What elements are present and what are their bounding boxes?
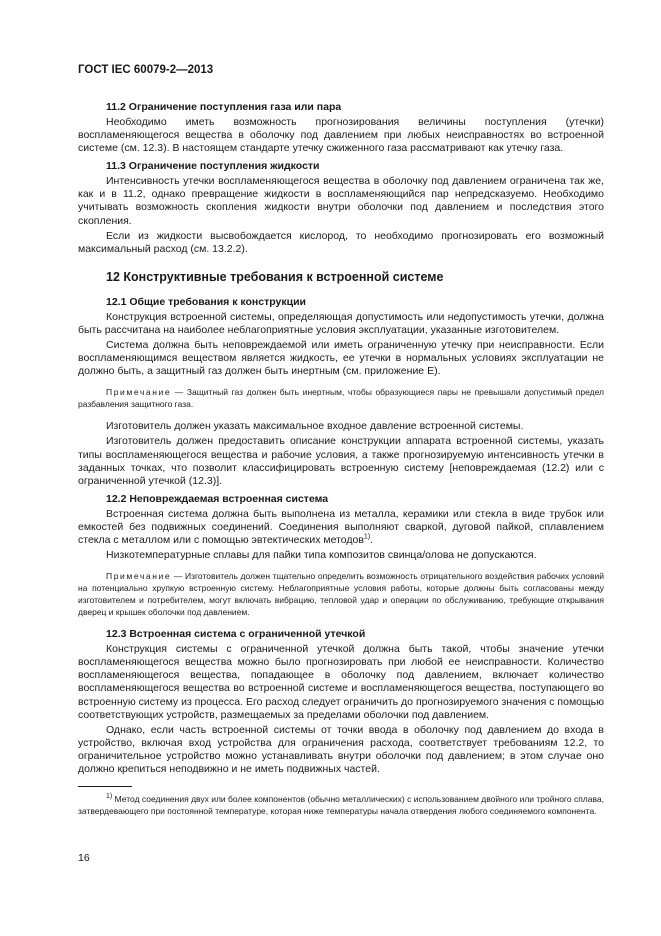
note-text: — Изготовитель должен тщательно определить возможность отрицательного воздействия рабочих условий на потенциально хрупкую встроенную систему. Неблагоприятные условия работы, которые должны быть согласованы между изготовителем и потребителем, могут включать вибрацию, тепловой удар и операции по обслуживанию, требующие открывания дверец и крышек оболочки под давлением. xyxy=(78,571,604,618)
section-12-1-note xyxy=(78,386,604,410)
footnote-marker: 1) xyxy=(106,793,113,801)
section-12-2-paragraph-2: Низкотемпературные сплавы для пайки типа композитов свинца/олова не допускаются. xyxy=(106,549,537,562)
section-12-1-paragraph-3: Изготовитель должен указать максимальное входное давление встроенной системы. xyxy=(106,420,524,433)
section-11-3-title: 11.3 Ограничение поступления жидкости xyxy=(106,160,320,173)
section-12-title: 12 Конструктивные требования к встроенной системе xyxy=(106,269,444,284)
section-12-1-title: 12.1 Общие требования к конструкции xyxy=(106,295,306,308)
note-label: Примечание xyxy=(106,387,172,398)
section-12-3-title: 12.3 Встроенная система с ограниченной утечкой xyxy=(106,628,366,641)
section-11-3-paragraph-1: Интенсивность утечки воспламеняющегося вещества в оболочку под давлением ограничена так же, как и в 11.2, однако превращение жидкости в воспламеняющийся пар непредсказуемо. Необходимо учитывать возможность скопления жидкости внутри оболочки под давлением и последствия этого скопления. xyxy=(78,175,604,227)
page-content xyxy=(78,96,604,826)
page-number: 16 xyxy=(78,852,90,864)
paragraph-text: Встроенная система должна быть выполнена из металла, керамики или стекла в виде трубок или емкостей без подвижных соединений. Соединения выполняют сваркой, дуговой пайкой, сплавлением стекла с металлом или с помощью эвтектических методов xyxy=(78,507,604,546)
footnote-text: Метод соединения двух или более компонентов (обычно металлических) с использованием двойного или тройного сплава, затвердевающего при постоянной температуре, которая ниже температуры начала отвердения любого соединяемого компонента. xyxy=(78,794,604,817)
note-label: Примечание xyxy=(106,571,172,582)
section-12-2-paragraph-1 xyxy=(78,508,604,547)
footnote-divider xyxy=(78,786,132,787)
paragraph-end: . xyxy=(370,533,374,546)
section-12-3-paragraph-2: Однако, если часть встроенной системы от точки ввода в оболочку под давлением до входа в устройство, включая вход устройства для ограничения расхода, соответствует требованиям 12.2, то ограничительное устройство можно устанавливать внутри оболочки под давлением; в этом случае оно должно крепиться неподвижно и не иметь подвижных частей. xyxy=(78,723,604,775)
note-text: — Защитный газ должен быть инертным, чтобы образующиеся пары не превышали допустимый предел разбавления защитного газа. xyxy=(78,387,604,410)
section-11-2-title: 11.2 Ограничение поступления газа или пара xyxy=(106,101,342,113)
section-12-2-note xyxy=(78,570,604,618)
section-12-1-paragraph-1: Конструкция встроенной системы, определяющая допустимость или недопустимость утечки, должна быть рассчитана на наиболее неблагоприятные условия эксплуатации, указанные изготовителем. xyxy=(78,310,604,336)
footnote xyxy=(78,793,604,817)
section-12-1-paragraph-2: Система должна быть неповреждаемой или иметь ограниченную утечку при неисправности. Если воспламеняющимся веществом является жидкость, ее утечки в нормальных условиях эксплуатации не должно быть, а защитный газ должен быть инертным (см. приложение Е). xyxy=(78,339,604,378)
footnote-reference[interactable]: 1) xyxy=(363,533,371,541)
section-12-2-title: 12.2 Неповреждаемая встроенная система xyxy=(106,492,329,505)
section-11-3-paragraph-2: Если из жидкости высвобождается кислород, то необходимо прогнозировать его возможный максимальный расход (см. 13.2.2). xyxy=(78,229,604,255)
document-header: ГОСТ IEC 60079-2—2013 xyxy=(78,64,214,76)
section-12-1-paragraph-4: Изготовитель должен предоставить описание конструкции аппарата встроенной системы, указать типы воспламеняющегося вещества и рабочие условия, а также прогнозируемую интенсивность утечки в заданных точках, что позволит классифицировать встроенную систему [неповреждаемая (12.2) или с ограниченной утечкой (12.3)]. xyxy=(78,435,604,487)
section-11-2-paragraph-1: Необходимо иметь возможность прогнозирования величины поступления (утечки) воспламеняющегося вещества в оболочку под давлением при любых неисправностях во встроенной системе (см. 12.3). В настоящем стандарте утечку сжиженного газа рассматривают как утечку газа. xyxy=(78,116,604,155)
section-12-3-paragraph-1: Конструкция системы с ограниченной утечкой должна быть такой, чтобы значение утечки воспламеняющегося вещества можно было прогнозировать при любой ее неисправности. Количество воспламеняющегося вещества, попадающее в оболочку под давлением, включает количество воспламеняющегося вещества во встроенной системе и воспламеняющегося вещества, поступающего во встроенную систему из процесса. Его расход следует ограничить до прогнозируемого значения с помощью соответствующих устройств, размещаемых за пределами оболочки под давлением. xyxy=(78,643,604,721)
